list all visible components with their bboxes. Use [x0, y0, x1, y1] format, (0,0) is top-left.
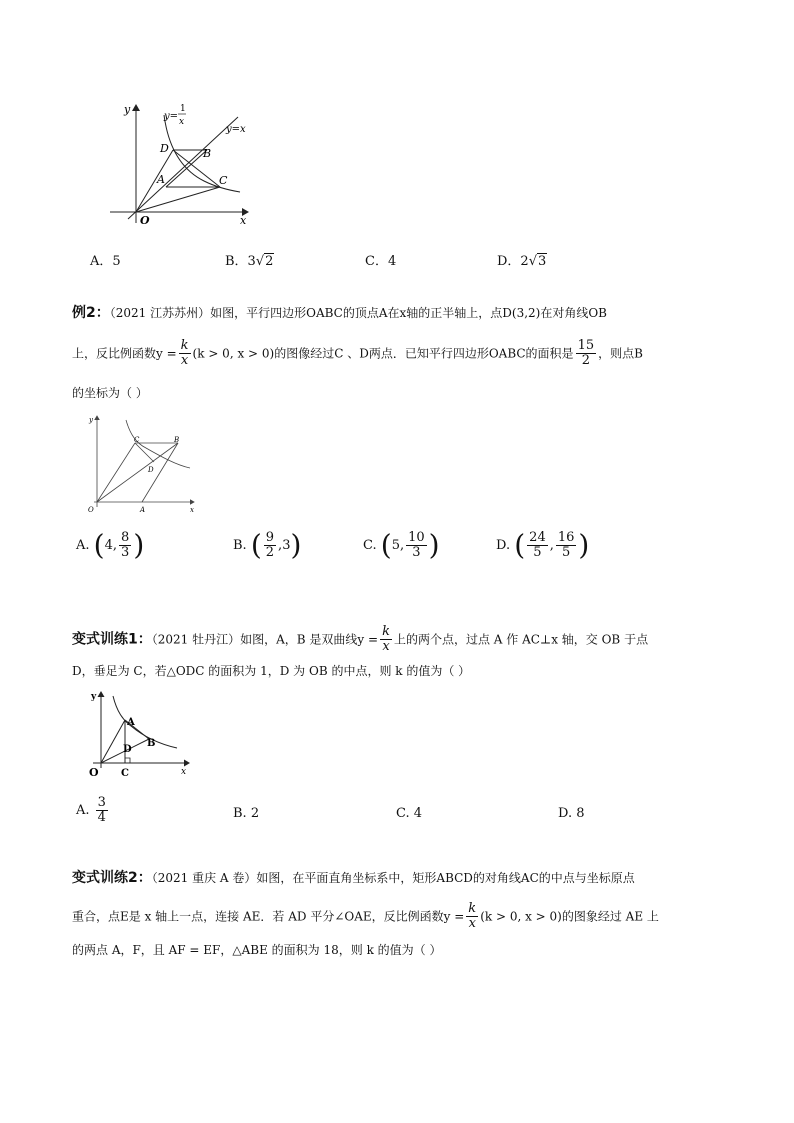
label-O: O [140, 214, 150, 227]
v2-text2b: (k > 0, x > 0)的图象经过 AE 上 [480, 909, 659, 924]
ex2-text2b: (k > 0, x > 0)的图像经过C 、D两点．已知平行四边形OABC的面积是 [192, 346, 574, 361]
v2-text2a: 重合，点E是 x 轴上一点，连接 AE．若 AD 平分∠OAE，反比例函数y = [72, 909, 465, 924]
label-A: A [127, 717, 135, 728]
ex2-option-b-num: 9 [265, 530, 275, 545]
option-b-label: B．3 [225, 254, 256, 269]
segment-OC [97, 443, 135, 502]
label-y: y [124, 103, 131, 116]
segment-OB [97, 443, 178, 502]
line-y-equals-x [128, 117, 238, 219]
label-D: D [123, 744, 132, 755]
figure-reciprocal-parallelogram [100, 95, 260, 230]
v1-option-a[interactable] [76, 796, 110, 825]
v2-tag: 变式训练2： [72, 870, 152, 886]
label-D: D [160, 142, 169, 155]
ex2-option-c-x: 5 [391, 538, 400, 553]
v1-option-d[interactable]: D. 8 [558, 806, 585, 821]
label-x: x [190, 506, 194, 514]
ex2-option-a-num: 8 [121, 530, 130, 545]
option-a[interactable] [90, 250, 121, 269]
option-d[interactable]: D．2√3 [497, 254, 547, 269]
v1-x: x [382, 639, 390, 654]
label-O: O [89, 766, 99, 779]
v1-k: k [382, 624, 390, 639]
ex2-option-d-den2: 5 [561, 545, 571, 560]
option-d-label: D．2 [497, 254, 529, 269]
ex2-line2 [72, 339, 643, 368]
ex2-text2a: 上，反比例函数y = [72, 346, 177, 361]
option-c[interactable] [365, 250, 396, 269]
v1-text1a: （2021 牡丹江）如图，A，B 是双曲线y = [151, 632, 379, 647]
option-b-sqrt: 2 [265, 254, 274, 269]
option-d-sqrt: 3 [538, 254, 547, 269]
label-B: B [147, 738, 156, 749]
v2-k: k [468, 901, 477, 916]
v1-option-a-num: 3 [97, 795, 106, 810]
v1-option-a-den: 4 [97, 810, 106, 825]
option-c-label: C．4 [365, 254, 397, 269]
ex2-option-c[interactable]: C. (5, $\frac{10}{3}$ ) [363, 528, 440, 562]
label-B: B [174, 436, 180, 444]
v1-line2: D，垂足为 C，若△ODC 的面积为 1，D 为 OB 的中点，则 k 的值为（ ） [72, 664, 471, 678]
ex2-option-a-den: 3 [121, 545, 130, 560]
ex2-option-b-y: 3 [282, 538, 291, 553]
v1-line1 [72, 625, 648, 654]
ex2-option-c-den: 3 [412, 545, 421, 560]
ex2-text2c: ，则点B [598, 346, 643, 361]
label-y: y [91, 692, 97, 702]
v1-option-c[interactable]: C. 4 [396, 806, 423, 821]
ex2-option-c-label: C. [363, 538, 377, 553]
label-A: A [157, 173, 165, 186]
v2-line2 [72, 902, 659, 931]
label-A: A [140, 506, 146, 514]
v1-option-a-label: A. [76, 803, 90, 818]
figure-parallelogram-oabc [82, 410, 202, 520]
v1-option-b[interactable]: B. 2 [233, 806, 260, 821]
ex2-option-d-num2: 16 [557, 530, 575, 545]
v1-text1b: 上的两个点，过点 A 作 AC⊥x 轴，交 OB 于点 [393, 632, 649, 647]
hyperbola-curve [113, 696, 177, 748]
ex2-option-d-den1: 5 [533, 545, 542, 560]
label-yx: y=x [226, 124, 246, 135]
v2-line1 [72, 868, 635, 888]
segment-AB [166, 150, 207, 187]
label-D: D [148, 466, 154, 474]
ex2-line1 [72, 303, 607, 323]
ex2-option-a[interactable]: A. (4, $\frac{8}{3}$ ) [76, 528, 145, 562]
ex2-option-d[interactable]: D. ( $\frac{24}{5}$ , $\frac{16}{5}$ ) [496, 528, 590, 562]
ex2-k: k [180, 338, 189, 353]
ex2-option-b-label: B. [233, 538, 247, 553]
v2-x: x [468, 916, 476, 931]
v1-tag: 变式训练1： [72, 631, 152, 648]
ex2-option-d-num1: 24 [529, 530, 546, 545]
label-x: x [181, 767, 187, 777]
ex2-area-den: 2 [581, 353, 590, 368]
ex2-option-d-label: D. [496, 538, 511, 553]
label-one: 1 [180, 104, 186, 114]
option-a-label: A．5 [90, 254, 121, 269]
label-O: O [88, 506, 94, 514]
label-C: C [219, 174, 228, 187]
ex2-option-a-x: 4 [104, 538, 113, 553]
figure-hyperbola-odc [85, 686, 195, 781]
label-B: B [203, 147, 212, 160]
ex2-tag: 例2： [72, 305, 110, 321]
ex2-area-num: 15 [577, 338, 595, 353]
label-yeq: y= [164, 111, 179, 122]
right-angle-mark [125, 758, 130, 763]
ex2-option-c-num: 10 [408, 530, 425, 545]
label-x: x [240, 214, 247, 227]
segment-CD [135, 443, 154, 462]
ex2-option-b-den: 2 [265, 545, 275, 560]
v2-text1: （2021 重庆 A 卷）如图，在平面直角坐标系中，矩形ABCD的对角线AC的中点与坐标原点 [151, 871, 635, 885]
ex2-option-b[interactable]: B. ( $\frac{9}{2}$ ,3) [233, 528, 302, 562]
option-b[interactable]: B．3√2 [225, 254, 274, 269]
label-y: y [89, 416, 93, 424]
v2-line3: 的两点 A，F，且 AF = EF，△ABE 的面积为 18，则 k 的值为（ ） [72, 943, 442, 957]
label-C: C [134, 436, 140, 444]
ex2-line3: 的坐标为（ ） [72, 386, 148, 400]
ex2-option-a-label: A. [76, 538, 90, 553]
label-xden: x [179, 117, 185, 127]
ex2-x: x [180, 353, 189, 368]
label-C: C [121, 768, 129, 779]
ex2-text1: （2021 江苏苏州）如图，平行四边形OABC的顶点A在x轴的正半轴上，点D(3,2)在对角线OB [109, 306, 607, 320]
